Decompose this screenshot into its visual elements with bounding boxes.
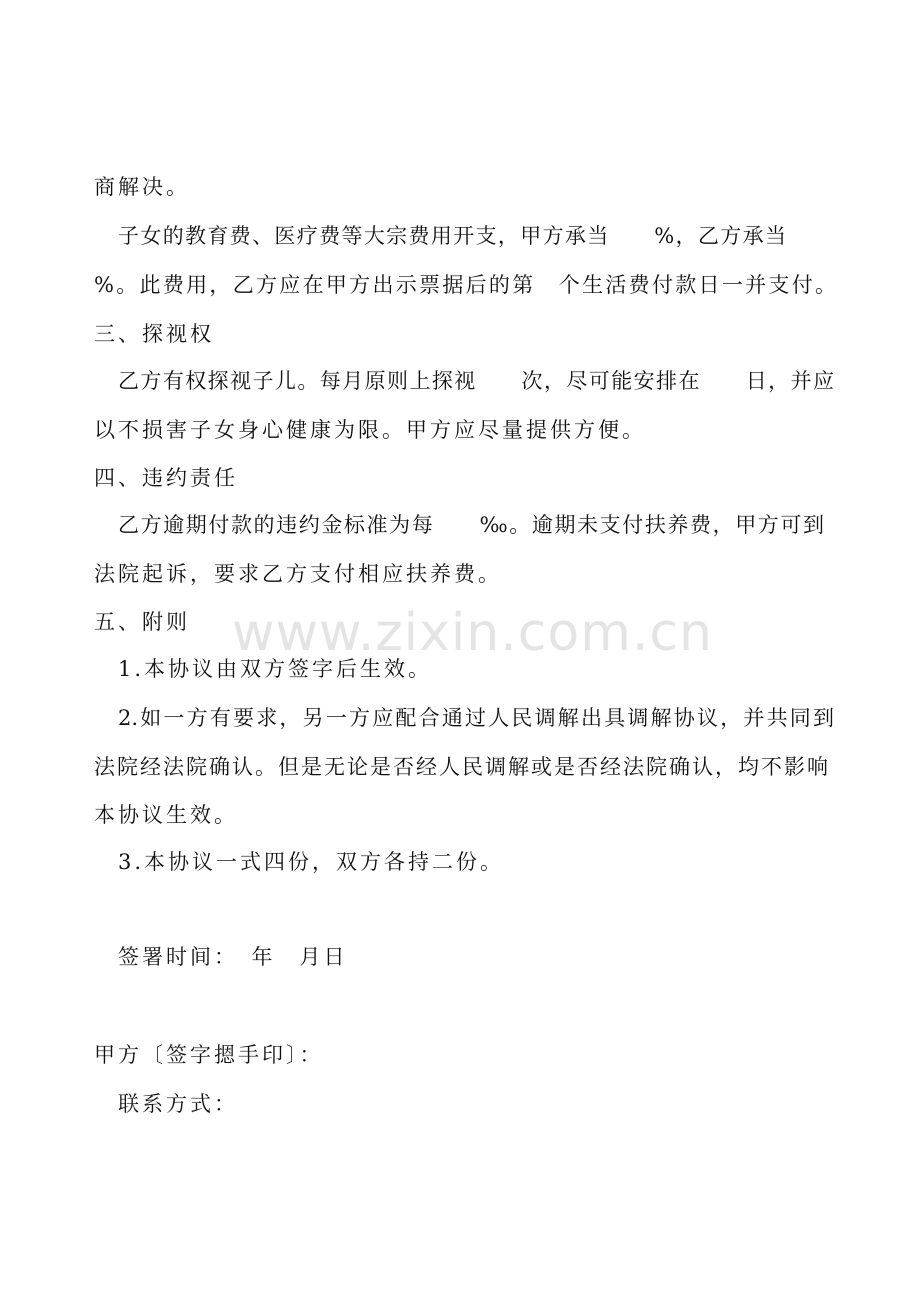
paragraph-education-costs-cont: %。此费用，乙方应在甲方出示票据后的第 个生活费付款日一并支付。 <box>94 273 836 297</box>
clause-2: 2.如一方有要求，另一方应配合通过人民调解出具调解协议，并共同到 <box>118 706 834 730</box>
paragraph-visitation-cont: 以不损害子女身心健康为限。甲方应尽量提供方便。 <box>94 418 646 442</box>
party-a-signature: 甲方〔签字摁手印〕： <box>94 1043 324 1067</box>
heading-visitation-rights: 三、探视权 <box>94 322 214 346</box>
clause-1: 1.本协议由双方签字后生效。 <box>118 657 433 681</box>
paragraph-continuation: 商解决。 <box>94 175 190 199</box>
heading-breach-liability: 四、违约责任 <box>94 466 238 490</box>
paragraph-breach: 乙方逾期付款的违约金标准为每 ‰。逾期未支付扶养费，甲方可到 <box>118 513 824 537</box>
paragraph-visitation: 乙方有权探视子儿。每月原则上探视 次，尽可能安排在 日，并应 <box>118 369 834 393</box>
paragraph-education-costs: 子女的教育费、医疗费等大宗费用开支，甲方承当 %，乙方承当 <box>118 224 786 248</box>
paragraph-breach-cont: 法院起诉，要求乙方支付相应扶养费。 <box>94 562 502 586</box>
signing-date: 签署时间： 年 月日 <box>118 945 348 969</box>
heading-supplementary-provisions: 五、附则 <box>94 610 190 634</box>
watermark: www.zixin.com.cn <box>232 603 713 663</box>
clause-3: 3.本协议一式四份，双方各持二份。 <box>118 850 505 874</box>
clause-2-end: 本协议生效。 <box>94 803 238 827</box>
clause-2-cont: 法院经法院确认。但是无论是否经人民调解或是否经法院确认，均不影响 <box>94 755 828 779</box>
contact-info: 联系方式： <box>118 1092 238 1116</box>
